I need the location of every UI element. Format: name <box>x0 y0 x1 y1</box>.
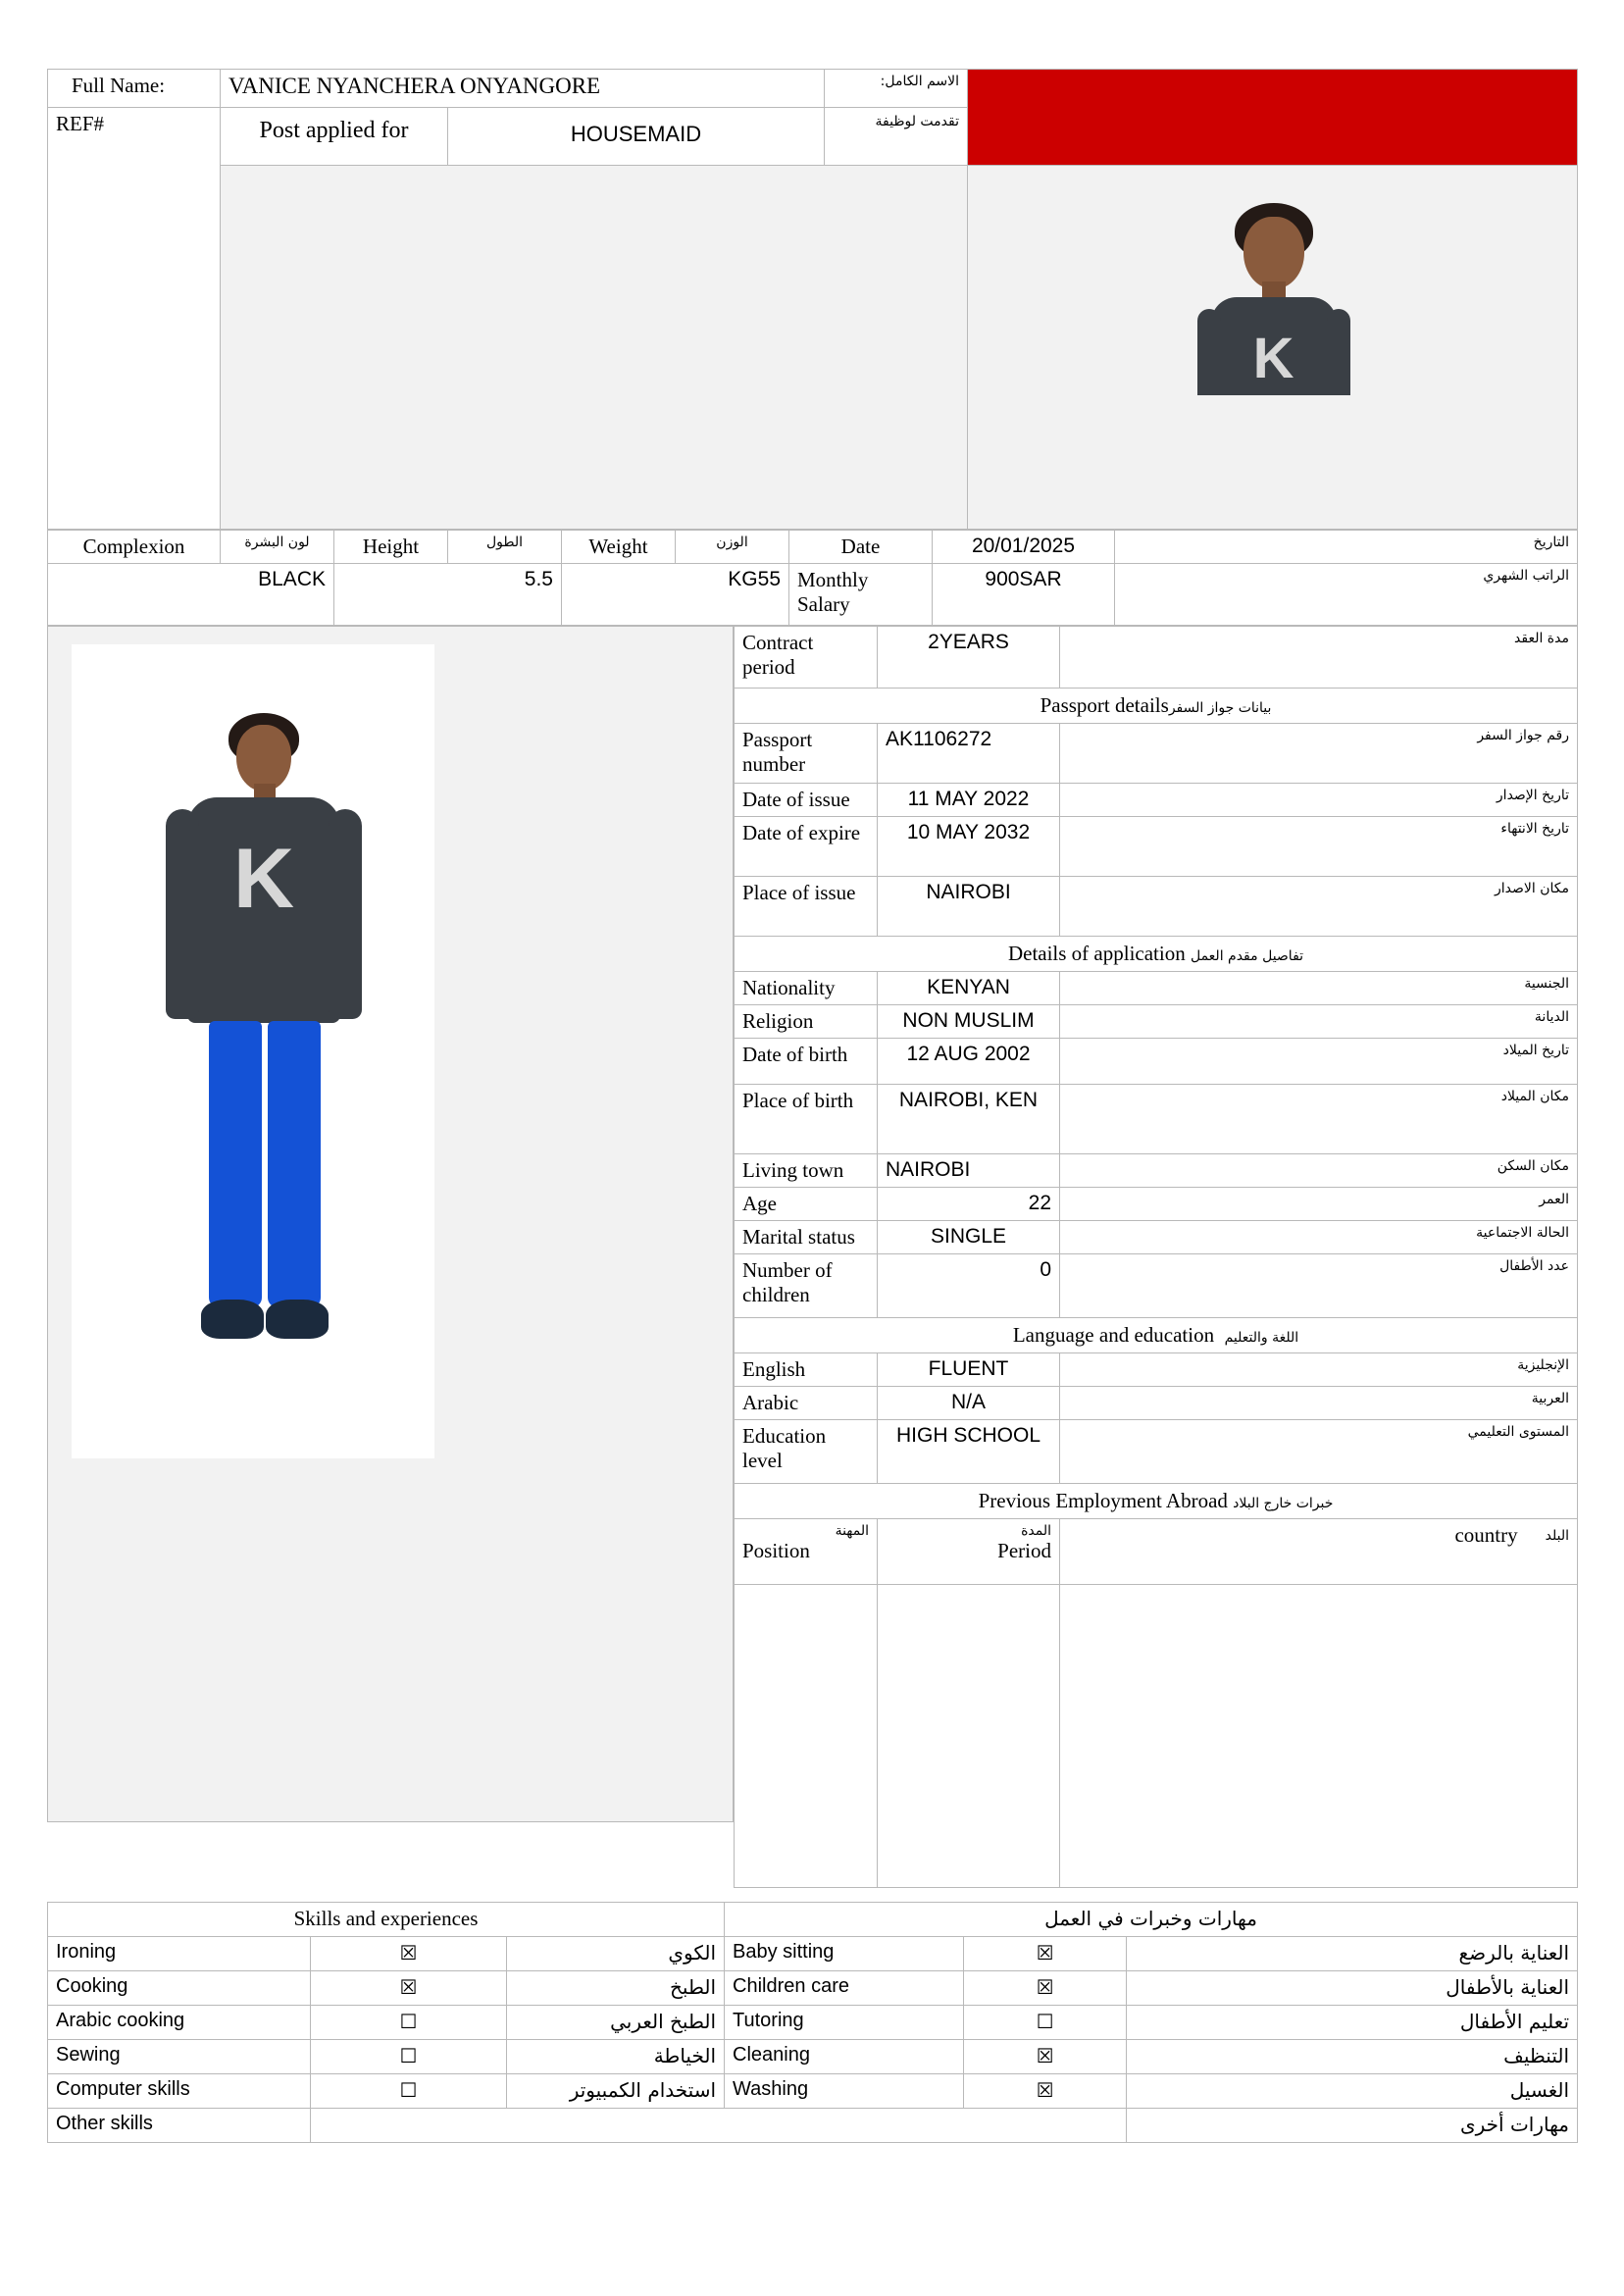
religion-value: NON MUSLIM <box>878 1005 1060 1039</box>
skill-arabic-cooking-label-arabic: الطبخ العربي <box>507 2006 725 2040</box>
monthly-salary-label: Monthly Salary <box>789 564 933 626</box>
post-applied-label-arabic: تقدمت لوظيفة <box>825 108 968 166</box>
place-of-issue-label-arabic: مكان الاصدار <box>1060 877 1578 937</box>
date-of-issue-label-arabic: تاريخ الإصدار <box>1060 784 1578 817</box>
marital-status-value: SINGLE <box>878 1221 1060 1254</box>
living-town-value: NAIROBI <box>878 1154 1060 1188</box>
table-row <box>735 1318 1578 1353</box>
table-row <box>735 1188 1578 1221</box>
table-row <box>48 1971 1578 2006</box>
date-of-birth-label: Date of birth <box>735 1039 878 1085</box>
religion-label: Religion <box>735 1005 878 1039</box>
table-row <box>735 817 1578 877</box>
skill-computer-label-arabic: استخدام الكمبيوتر <box>507 2074 725 2109</box>
table-row <box>735 1254 1578 1318</box>
headshot-photo-cell <box>221 166 968 530</box>
skills-section-title-arabic: مهارات وخبرات في العمل <box>725 1903 1578 1937</box>
language-section-title-arabic: اللغة والتعليم <box>1224 1330 1299 1346</box>
passport-section-title-arabic: بيانات جواز السفر <box>1168 700 1272 716</box>
skill-sewing-checkbox[interactable]: ☐ <box>311 2040 507 2074</box>
table-row <box>735 689 1578 724</box>
english-label: English <box>735 1353 878 1387</box>
marital-status-label-arabic: الحالة الاجتماعية <box>1060 1221 1578 1254</box>
previous-employment-section-title: Previous Employment Abroad <box>978 1489 1228 1512</box>
date-of-issue-value: 11 MAY 2022 <box>878 784 1060 817</box>
period-header-arabic: المدة <box>1021 1523 1051 1539</box>
table-row <box>735 1484 1578 1519</box>
age-label: Age <box>735 1188 878 1221</box>
skill-washing-label-arabic: الغسيل <box>1127 2074 1578 2109</box>
skill-ironing-checkbox[interactable]: ☒ <box>311 1937 507 1971</box>
table-row <box>48 70 1578 108</box>
previous-employment-section-header <box>735 1484 1578 1519</box>
table-row <box>735 1519 1578 1585</box>
table-row <box>735 724 1578 784</box>
education-level-value: HIGH SCHOOL <box>878 1420 1060 1484</box>
weight-label-arabic: الوزن <box>676 531 789 564</box>
education-level-label: Education level <box>735 1420 878 1484</box>
details-table <box>734 626 1578 1888</box>
skill-computer-checkbox[interactable]: ☐ <box>311 2074 507 2109</box>
table-row <box>48 627 734 1822</box>
arabic-value: N/A <box>878 1387 1060 1420</box>
date-of-birth-value: 12 AUG 2002 <box>878 1039 1060 1085</box>
table-row <box>48 166 1578 530</box>
passport-section-header <box>735 689 1578 724</box>
skill-arabic-cooking-checkbox[interactable]: ☐ <box>311 2006 507 2040</box>
applicant-headshot-image: K <box>1170 199 1376 395</box>
monthly-salary-value: 900SAR <box>933 564 1115 626</box>
passport-section-title: Passport details <box>1040 693 1169 717</box>
table-row <box>735 877 1578 937</box>
position-header-arabic: المهنة <box>835 1523 869 1539</box>
complexion-label-arabic: لون البشرة <box>221 531 334 564</box>
period-header: Period <box>997 1539 1051 1562</box>
ref-label: REF# <box>56 112 105 135</box>
skills-section-title: Skills and experiences <box>48 1903 725 1937</box>
previous-employment-country-empty <box>1060 1585 1578 1888</box>
skill-tutoring-label: Tutoring <box>725 2006 964 2040</box>
application-section-title: Details of application <box>1007 942 1186 965</box>
details-column <box>734 626 1577 1888</box>
skill-sewing-label: Sewing <box>48 2040 311 2074</box>
position-header: Position <box>742 1539 810 1562</box>
other-skills-value[interactable] <box>311 2109 1127 2143</box>
passport-number-label: Passport number <box>735 724 878 784</box>
post-applied-value: HOUSEMAID <box>448 108 825 166</box>
weight-label: Weight <box>562 531 676 564</box>
skill-children-care-checkbox[interactable]: ☒ <box>964 1971 1127 2006</box>
skill-cooking-label: Cooking <box>48 1971 311 2006</box>
table-row <box>48 564 1578 626</box>
religion-label-arabic: الديانة <box>1060 1005 1578 1039</box>
table-row <box>48 1903 1578 1937</box>
nationality-label: Nationality <box>735 972 878 1005</box>
table-row <box>735 1039 1578 1085</box>
complexion-value: BLACK <box>48 564 334 626</box>
accent-banner <box>968 70 1578 166</box>
other-skills-label: Other skills <box>48 2109 311 2143</box>
skill-cooking-label-arabic: الطبخ <box>507 1971 725 2006</box>
date-of-issue-label: Date of issue <box>735 784 878 817</box>
applicant-fullbody-photo <box>48 627 734 1822</box>
height-label-arabic: الطول <box>448 531 562 564</box>
table-row <box>48 2040 1578 2074</box>
skill-ironing-label: Ironing <box>48 1937 311 1971</box>
country-header-arabic: البلد <box>1545 1527 1569 1544</box>
table-row <box>735 1353 1578 1387</box>
number-of-children-value: 0 <box>878 1254 1060 1318</box>
table-row <box>735 784 1578 817</box>
details-area <box>47 626 1577 1888</box>
passport-number-label-arabic: رقم جواز السفر <box>1060 724 1578 784</box>
date-value: 20/01/2025 <box>933 531 1115 564</box>
skill-baby-sitting-label: Baby sitting <box>725 1937 964 1971</box>
date-of-expire-label-arabic: تاريخ الانتهاء <box>1060 817 1578 877</box>
table-row <box>735 627 1578 689</box>
period-column-header <box>878 1519 1060 1585</box>
living-town-label-arabic: مكان السكن <box>1060 1154 1578 1188</box>
age-label-arabic: العمر <box>1060 1188 1578 1221</box>
skill-sewing-label-arabic: الخياطة <box>507 2040 725 2074</box>
table-row <box>735 1221 1578 1254</box>
table-row <box>735 1085 1578 1154</box>
skill-children-care-label: Children care <box>725 1971 964 2006</box>
skill-computer-label: Computer skills <box>48 2074 311 2109</box>
number-of-children-label: Number of children <box>735 1254 878 1318</box>
english-label-arabic: الإنجليزية <box>1060 1353 1578 1387</box>
place-of-birth-label-arabic: مكان الميلاد <box>1060 1085 1578 1154</box>
table-row <box>735 1585 1578 1888</box>
living-town-label: Living town <box>735 1154 878 1188</box>
complexion-label: Complexion <box>48 531 221 564</box>
date-of-birth-label-arabic: تاريخ الميلاد <box>1060 1039 1578 1085</box>
full-name-value: VANICE NYANCHERA ONYANGORE <box>221 70 825 108</box>
full-name-label: Full Name: <box>48 70 221 108</box>
skill-baby-sitting-label-arabic: العناية بالرضع <box>1127 1937 1578 1971</box>
table-row <box>735 937 1578 972</box>
monthly-salary-label-arabic: الراتب الشهري <box>1115 564 1578 626</box>
table-row <box>48 2074 1578 2109</box>
contract-period-value: 2YEARS <box>878 627 1060 689</box>
nationality-label-arabic: الجنسية <box>1060 972 1578 1005</box>
skill-ironing-label-arabic: الكوي <box>507 1937 725 1971</box>
height-label: Height <box>334 531 448 564</box>
table-row <box>735 1154 1578 1188</box>
language-section-title: Language and education <box>1012 1323 1215 1347</box>
date-of-expire-label: Date of expire <box>735 817 878 877</box>
weight-value: KG55 <box>562 564 789 626</box>
previous-employment-section-title-arabic: خبرات خارج البلاد <box>1233 1496 1334 1511</box>
age-value: 22 <box>878 1188 1060 1221</box>
application-section-header <box>735 937 1578 972</box>
post-applied-label: Post applied for <box>221 108 448 166</box>
place-of-birth-value: NAIROBI, KEN <box>878 1085 1060 1154</box>
nationality-value: KENYAN <box>878 972 1060 1005</box>
full-photo-column <box>47 626 734 1888</box>
marital-status-label: Marital status <box>735 1221 878 1254</box>
english-value: FLUENT <box>878 1353 1060 1387</box>
skill-cooking-checkbox[interactable]: ☒ <box>311 1971 507 2006</box>
table-row <box>48 2109 1578 2143</box>
header-table <box>47 69 1578 530</box>
table-row <box>48 531 1578 564</box>
applicant-fullbody-image: K <box>72 644 434 1458</box>
skill-cleaning-label: Cleaning <box>725 2040 964 2074</box>
contract-period-label-arabic: مدة العقد <box>1060 627 1578 689</box>
full-name-label-arabic: الاسم الكامل: <box>825 70 968 108</box>
contract-period-label: Contract period <box>735 627 878 689</box>
skill-cleaning-label-arabic: التنظيف <box>1127 2040 1578 2074</box>
arabic-label: Arabic <box>735 1387 878 1420</box>
country-column-header <box>1060 1519 1578 1585</box>
language-section-header <box>735 1318 1578 1353</box>
place-of-birth-label: Place of birth <box>735 1085 878 1154</box>
table-row <box>735 1005 1578 1039</box>
passport-number-value: AK1106272 <box>878 724 1060 784</box>
skill-tutoring-checkbox[interactable]: ☐ <box>964 2006 1127 2040</box>
skill-washing-checkbox[interactable]: ☒ <box>964 2074 1127 2109</box>
table-row <box>735 1420 1578 1484</box>
attributes-table <box>47 530 1578 626</box>
position-column-header <box>735 1519 878 1585</box>
place-of-issue-label: Place of issue <box>735 877 878 937</box>
skill-cleaning-checkbox[interactable]: ☒ <box>964 2040 1127 2074</box>
table-row <box>48 2006 1578 2040</box>
skill-washing-label: Washing <box>725 2074 964 2109</box>
date-label: Date <box>789 531 933 564</box>
table-row <box>735 1387 1578 1420</box>
table-row <box>735 972 1578 1005</box>
arabic-label-arabic: العربية <box>1060 1387 1578 1420</box>
date-of-expire-value: 10 MAY 2032 <box>878 817 1060 877</box>
height-value: 5.5 <box>334 564 562 626</box>
education-level-label-arabic: المستوى التعليمي <box>1060 1420 1578 1484</box>
previous-employment-period-empty <box>878 1585 1060 1888</box>
application-section-title-arabic: تفاصيل مقدم العمل <box>1190 948 1304 964</box>
red-banner <box>968 70 1577 165</box>
skill-arabic-cooking-label: Arabic cooking <box>48 2006 311 2040</box>
country-header: country <box>1454 1523 1518 1547</box>
table-row <box>48 1937 1578 1971</box>
skills-table <box>47 1902 1578 2143</box>
other-skills-label-arabic: مهارات أخرى <box>1127 2109 1578 2143</box>
place-of-issue-value: NAIROBI <box>878 877 1060 937</box>
headshot-photo <box>968 166 1578 530</box>
skill-tutoring-label-arabic: تعليم الأطفال <box>1127 2006 1578 2040</box>
skill-children-care-label-arabic: العناية بالأطفال <box>1127 1971 1578 2006</box>
skill-baby-sitting-checkbox[interactable]: ☒ <box>964 1937 1127 1971</box>
previous-employment-position-empty <box>735 1585 878 1888</box>
date-label-arabic: التاريخ <box>1115 531 1578 564</box>
ref-cell <box>48 108 221 530</box>
number-of-children-label-arabic: عدد الأطفال <box>1060 1254 1578 1318</box>
full-photo-table <box>47 626 734 1822</box>
